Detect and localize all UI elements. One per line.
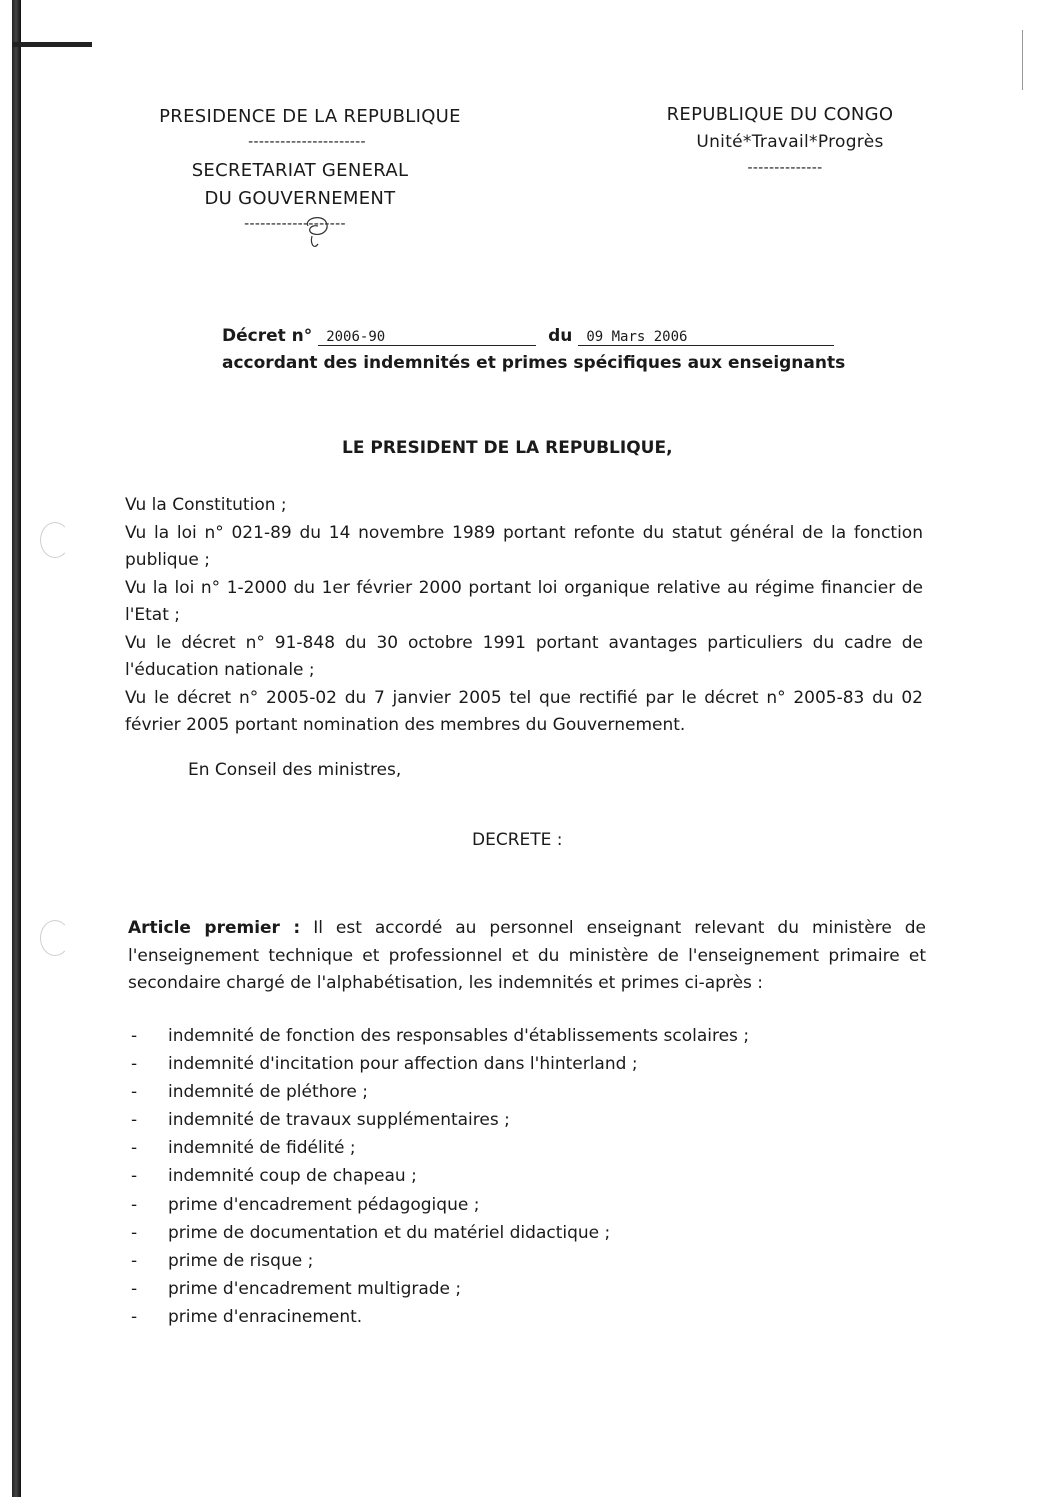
list-item: - indemnité d'incitation pour affection dans l'hinterland ; bbox=[131, 1050, 931, 1078]
president-title: LE PRESIDENT DE LA REPUBLIQUE, bbox=[342, 438, 673, 458]
scan-right-line bbox=[1022, 30, 1023, 90]
republique-title: REPUBLIQUE DU CONGO bbox=[666, 104, 894, 125]
header-right-block bbox=[640, 104, 940, 176]
header-left-separator-2: ------------------- bbox=[244, 216, 346, 232]
decrete-heading: DECRETE : bbox=[472, 830, 563, 850]
visa-decret-91-848: Vu le décret n° 91-848 du 30 octobre 1991 portant avantages particuliers du cadre de l'éducation nationale ; bbox=[125, 632, 923, 680]
article-premier-text: Il est accordé au personnel enseignant relevant du ministère de l'enseignement technique et professionnel et du ministère de l'enseignement primaire et secondaire chargé de l'alphabétisation, les indemnités et primes ci-après : bbox=[128, 918, 927, 993]
list-item: - indemnité de fidélité ; bbox=[131, 1134, 931, 1162]
header-right-separator: -------------- bbox=[747, 160, 823, 176]
list-item: - indemnité de travaux supplémentaires ; bbox=[131, 1106, 931, 1134]
gouvernement-title: DU GOUVERNEMENT bbox=[204, 188, 396, 209]
list-item: - prime d'enracinement. bbox=[131, 1303, 931, 1331]
list-item: - prime d'encadrement pédagogique ; bbox=[131, 1191, 931, 1219]
decree-label: Décret n° bbox=[222, 326, 313, 346]
indemnites-list bbox=[131, 1022, 931, 1331]
punch-hole-bottom bbox=[40, 920, 70, 956]
visa-constitution: Vu la Constitution ; bbox=[125, 495, 287, 515]
decree-number: 2006-90 bbox=[318, 329, 536, 346]
punch-hole-top bbox=[40, 522, 70, 558]
national-motto: Unité*Travail*Progrès bbox=[696, 132, 884, 152]
list-item: - indemnité coup de chapeau ; bbox=[131, 1162, 931, 1190]
visas-block bbox=[125, 492, 923, 740]
header-left-separator: ---------------------- bbox=[248, 134, 366, 150]
article-premier-label: Article premier : bbox=[128, 918, 301, 938]
secretariat-title: SECRETARIAT GENERAL bbox=[191, 160, 409, 181]
decree-du-label: du bbox=[548, 326, 573, 346]
list-item: - prime d'encadrement multigrade ; bbox=[131, 1275, 931, 1303]
decree-subject: accordant des indemnités et primes spécifiques aux enseignants bbox=[222, 353, 846, 373]
decree-number-line bbox=[222, 326, 834, 346]
scan-edge-mark bbox=[12, 42, 92, 47]
visa-loi-021-89: Vu la loi n° 021-89 du 14 novembre 1989 portant refonte du statut général de la fonction publique ; bbox=[125, 522, 923, 570]
list-item: - indemnité de fonction des responsables d'établissements scolaires ; bbox=[131, 1022, 931, 1050]
decree-date: 09 Mars 2006 bbox=[578, 329, 834, 346]
seal-scribble-icon bbox=[300, 214, 334, 254]
visa-loi-1-2000: Vu la loi n° 1-2000 du 1er février 2000 portant loi organique relative au régime financier de l'Etat ; bbox=[125, 577, 923, 625]
scan-binding-edge bbox=[12, 0, 21, 1497]
list-item: - indemnité de pléthore ; bbox=[131, 1078, 931, 1106]
article-premier bbox=[128, 915, 926, 998]
list-item: - prime de documentation et du matériel didactique ; bbox=[131, 1219, 931, 1247]
visa-decret-2005-02: Vu le décret n° 2005-02 du 7 janvier 2005 tel que rectifié par le décret n° 2005-83 du 02 février 2005 portant nomination des membres du Gouvernement. bbox=[125, 687, 923, 735]
presidence-title: PRESIDENCE DE LA REPUBLIQUE bbox=[159, 106, 461, 127]
conseil-line: En Conseil des ministres, bbox=[188, 760, 402, 780]
list-item: - prime de risque ; bbox=[131, 1247, 931, 1275]
